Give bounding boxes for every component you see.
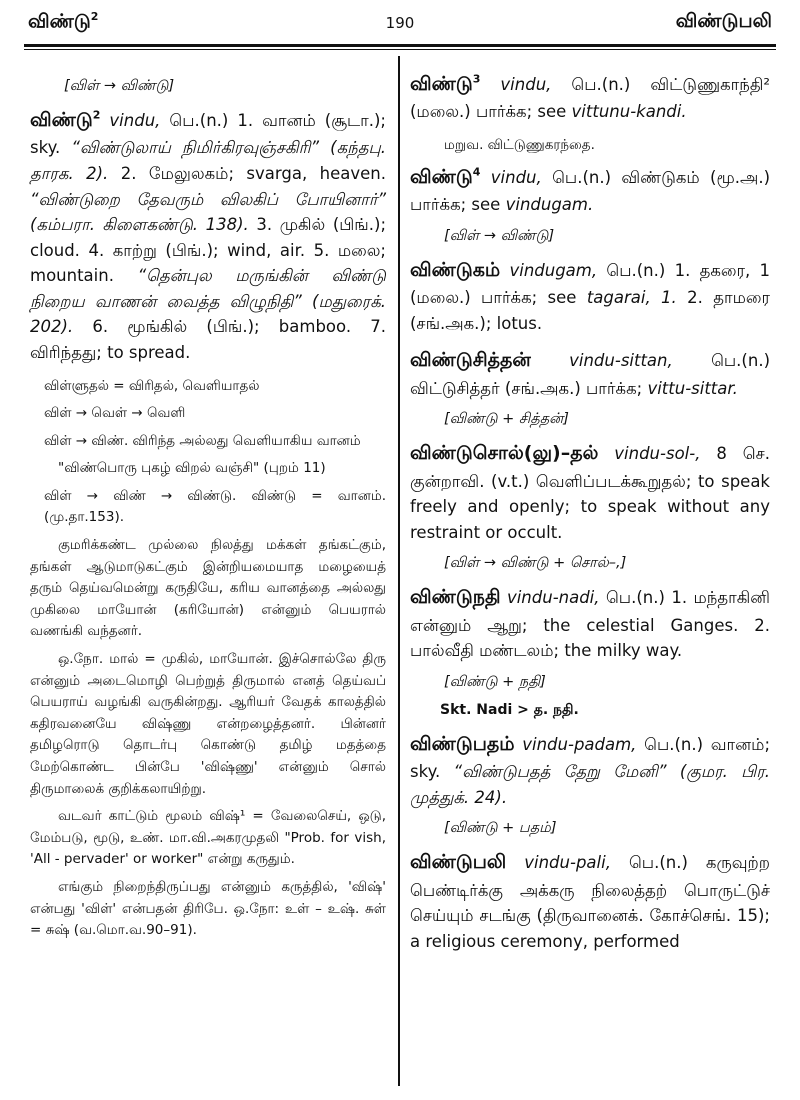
definition: 3. முகில் (பிங்.); cloud. 4. காற்று (பிங்.); wind, air. 5. மலை; mountain.	[30, 215, 386, 286]
transliteration: vindu-sol-,	[614, 444, 701, 464]
entry-vindu-3	[410, 70, 770, 125]
note-paragraph: குமரிக்கண்ட முல்லை நிலத்து மக்கள் தங்கட்கும், தங்கள் ஆடுமாடுகட்கும் இன்றியமையாத மழையைத் தரும் தெய்வமென்று கருதியே, கரிய வானத்தை அல்லது முகிலை மாயோன் (கரியோன்) என்னும் பெயரால் வணங்கி வந்தனர்.	[30, 537, 386, 640]
entry-vindu-sol	[410, 439, 770, 545]
note-paragraph: ஒ.நோ. மால் = முகில், மாயோன். இச்சொல்லே திரு என்னும் அடைமொழி பெற்றுத் திருமால் எனத் தெய்வப் பெயராய் வழங்கி வருகின்றது. ஆரியர் வேதக் காலத்தில் கதிரவனையே விஷ்ணு என்றழைத்தனர். பின்னர் தமிழரொடு தொடர்பு கொண்டு தமிழ் மதத்தை மேற்கொண்ட பின்பே 'விஷ்ணு' என்னும் சொல் திருமாலைக் குறிக்கலாயிற்று.	[30, 651, 386, 797]
header-rule	[24, 44, 776, 47]
transliteration: vindu-pali,	[524, 853, 611, 873]
note-line: விள்ளுதல் = விரிதல், வெளியாதல்	[44, 377, 260, 394]
right-column	[410, 70, 770, 965]
note-line: விள் → வெள் → வெளி	[44, 405, 186, 422]
entry-vindu-nadi	[410, 583, 770, 664]
headword: விண்டுபலி	[410, 851, 507, 874]
transliteration: vindu-sittan,	[569, 351, 673, 371]
headword: விண்டுநதி	[410, 586, 501, 609]
definition: பெ.(n.) விட்டுசித்தர் (சங்.அக.) பார்க்க;	[410, 351, 771, 398]
headword: விண்டு$^3$	[410, 72, 481, 95]
definition: 6. மூங்கில் (பிங்.); bamboo. 7. விரிந்தது; to spread.	[30, 317, 386, 362]
headword: விண்டு$^2$	[30, 108, 101, 131]
note-line: விள் → விண் → விண்டு. விண்டு = வானம். (மு.தா.153).	[44, 487, 386, 526]
header-left-word: விண்டு$^2$	[28, 10, 99, 33]
definition: 2. தாமரை (சங்.அக.); lotus.	[410, 288, 770, 333]
definition: பெ.(n.) 1. தகரை, 1 (மலை.) பார்க்க; see	[410, 260, 771, 308]
etymology: [விண்டு + சித்தன்]	[444, 411, 569, 428]
citation: “விண்டுபதத் தேறு மேனி” (குமர. பிர. முத்துக். 24).	[410, 762, 770, 807]
definition: பெ.(n.) விட்டுணுகாந்தி² (மலை.) பார்க்க; see	[410, 75, 771, 122]
note-line: "விண்பொரு புகழ் விறல் வஞ்சி" (புறம் 11)	[58, 460, 326, 477]
note-paragraph: எங்கும் நிறைந்திருப்பது என்னும் கருத்தில், 'விஷ்' என்பது 'விள்' என்பதன் திரிபே. ஒ.நோ: உள் – உஷ். சுள் = சுஷ் (வ.மொ.வ.90–91).	[30, 878, 386, 939]
header-right-word: விண்டுபலி	[675, 10, 772, 32]
headword: விண்டுசித்தன்	[410, 349, 531, 372]
etymology: [விள் → விண்டு]	[444, 227, 555, 244]
definition: 2. மேலுலகம்; svarga, heaven.	[120, 164, 386, 183]
definition: பெ.(n.) 1. வானம் (சூடா.); sky.	[30, 111, 386, 158]
note-line: விள் → விண். விரிந்த அல்லது வெளியாகிய வானம்	[44, 432, 361, 449]
etymology: [விண்டு + பதம்]	[444, 820, 557, 837]
entry-vindu-pali	[410, 848, 770, 954]
entry-vindugam	[410, 256, 770, 337]
etymology: [விள் → விண்டு + சொல்–,]	[444, 555, 627, 572]
headword: விண்டுகம்	[410, 258, 501, 281]
definition: 8 செ. குன்றாவி. (v.t.) வெளிப்படக்கூறுதல்; to speak freely and openly; to speak without any restraint or occult.	[410, 444, 771, 542]
headword: விண்டுபதம்	[410, 732, 515, 755]
headword: விண்டுசொல்(லு)–தல்	[410, 442, 599, 465]
page-number: 190	[385, 14, 415, 32]
entry-vindu-2	[30, 106, 386, 366]
definition: பெ.(n.) வானம்; sky.	[410, 734, 770, 782]
synonym-note: மறுவ. விட்டுணுகரந்தை.	[444, 137, 595, 153]
citation: “விண்டுலாய் நிமிர்கிரவுஞ்சகிரி” (கந்தபு. தாரக. 2).	[30, 138, 387, 183]
column-divider	[398, 56, 400, 1086]
cross-reference: tagarai, 1.	[586, 288, 677, 308]
etymology: [விண்டு + நதி]	[444, 673, 546, 690]
transliteration: vindu-nadi,	[506, 588, 600, 608]
sanskrit-note: Skt. Nadi > த. நதி.	[440, 701, 579, 718]
left-column	[30, 78, 386, 948]
transliteration: vindu-padam,	[522, 734, 637, 754]
transliteration: vindu,	[500, 75, 552, 94]
entry-vindu-padam	[410, 730, 770, 811]
cross-reference: vittu-sittar.	[647, 378, 738, 398]
definition: பெ.(n.) விண்டுகம் (மூ.அ.) பார்க்க; see	[410, 167, 771, 215]
headword: விண்டு$^4$	[410, 165, 481, 188]
transliteration: vindugam,	[509, 260, 598, 280]
header-rule-thin	[24, 49, 776, 50]
transliteration: vindu,	[109, 111, 161, 130]
note-paragraph: வடவர் காட்டும் மூலம் விஷ்¹ = வேலைசெய், ஒடு, மேம்படு, மூடு, உண். மா.வி.அகரமுதலி "Prob. for vish, 'All - pervader' or worker" என்று கருதும்.	[30, 808, 386, 868]
definition: பெ.(n.) கருவுற்ற பெண்டிர்க்கு அக்கரு நிலைத்தற் பொருட்டுச் செய்யும் சடங்கு (திருவானைக். கோச்செங். 15); a religious ceremony, performed	[410, 853, 770, 951]
citation: “விண்டுறை தேவரும் விலகிப் போயினார்” (கம்பரா. கிளைகண்டு. 138).	[30, 189, 386, 235]
etymology: [விள் → விண்டு]	[64, 78, 175, 94]
cross-reference: vindugam.	[505, 195, 594, 215]
entry-vindu-sittan	[410, 346, 770, 401]
cross-reference: vittunu-kandi.	[571, 102, 687, 122]
definition: பெ.(n.) 1. மந்தாகினி என்னும் ஆறு; the celestial Ganges. 2. பால்வீதி மண்டலம்; the milky way.	[410, 588, 771, 661]
citation: “தென்புல மருங்கின் விண்டு நிறைய வாணன் வைத்த விழுநிதி” (மதுரைக். 202).	[30, 266, 387, 337]
entry-vindu-4	[410, 163, 770, 218]
transliteration: vindu,	[490, 167, 542, 187]
